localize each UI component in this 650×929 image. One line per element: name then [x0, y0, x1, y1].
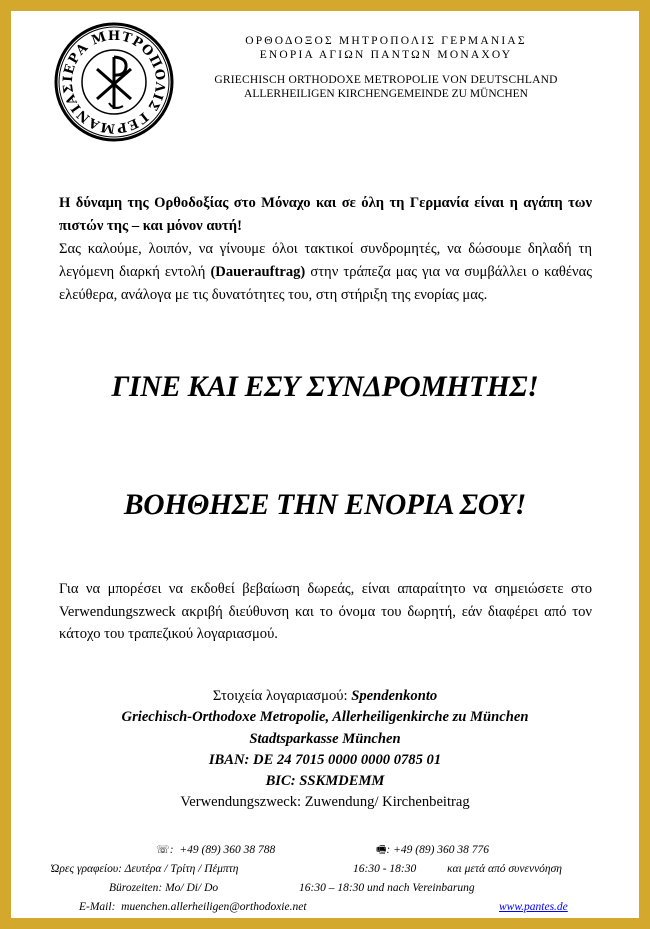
- intro-paragraph: [59, 192, 592, 307]
- header-greek-line1: ΟΡΘΟΔΟΞΟΣ ΜΗΤΡΟΠΟΛΙΣ ΓΕΡΜΑΝΙΑΣ: [245, 35, 527, 47]
- donation-note: Για να μπορέσει να εκδοθεί βεβαίωση δωρεάς, είναι απαραίτητο να σημειώσετε στο Verwendungszweck ακριβή διεύθυνση και το όνομα του δωρητή, εάν διαφέρει από τον κάτοχο του τραπεζικού λογαριασμού.: [59, 581, 592, 642]
- intro-text-before: Σας καλούμε, λοιπόν, να γίνουμε όλοι τακτικοί συνδρομητές, να δώσουμε δηλαδή τη λεγόμενη διαρκή εντολή: [59, 241, 592, 280]
- purpose-value: Zuwendung/ Kirchenbeitrag: [304, 794, 470, 811]
- chi-rho-icon: [97, 57, 131, 109]
- office-hours-german-label: Bürozeiten: Mo/ Di/ Do: [109, 882, 219, 894]
- header-german-line2: ALLERHEILIGEN KIRCHENGEMEINDE ZU MÜNCHEN: [244, 88, 528, 100]
- slogan-help-parish: ΒΟΗΘΗΣΕ ΤΗΝ ΕΝΟΡΙΑ ΣΟΥ!: [123, 489, 527, 521]
- email-entry: [79, 898, 307, 917]
- account-bank: Stadtsparkasse München: [249, 730, 401, 747]
- account-bic: BIC: SSKMDEMM: [265, 773, 385, 790]
- intro-term: (Dauerauftrag): [210, 264, 306, 280]
- fax-icon: 🖷: [376, 844, 387, 856]
- phone-number: +49 (89) 360 38 788: [179, 844, 276, 856]
- account-holder: Griechisch-Orthodoxe Metropolie, Allerheiligenkirche zu München: [121, 709, 529, 726]
- fax-number: +49 (89) 360 38 776: [393, 844, 490, 856]
- fax-entry: 🖷: +49 (89) 360 38 776: [376, 844, 490, 856]
- flyer-page: [11, 11, 639, 918]
- email-label: E-Mail:: [79, 901, 116, 913]
- contact-block: [51, 841, 606, 917]
- seal-ring-text: ΙΕΡΑ ΜΗΤΡΟΠΟΛΙΣ ΓΕΡΜΑΝΙΑΣ: [60, 28, 168, 136]
- office-hours-greek-label: Ώρες γραφείου: Δευτέρα / Τρίτη / Πέμπτη: [51, 863, 239, 875]
- account-details: [71, 686, 579, 814]
- account-name: Spendenkonto: [351, 688, 438, 704]
- account-iban: IBAN: DE 24 7015 0000 0000 0785 01: [208, 751, 442, 768]
- header-greek-line2: ΕΝΟΡΙΑ ΑΓΙΩΝ ΠΑΝΤΩΝ ΜΟΝΑΧΟΥ: [259, 49, 513, 61]
- intro-bold-lead: Η δύναμη της Ορθοδοξίας στο Μόναχο και σε όλη τη Γερμανία είναι η αγάπη των πιστών της – και μόνον αυτή!: [59, 195, 592, 234]
- office-hours-german-time: 16:30 – 18:30 und nach Vereinbarung: [299, 882, 475, 894]
- purpose-label: Verwendungszweck:: [180, 794, 302, 811]
- slogan-subscribe: ΓΙΝΕ ΚΑΙ ΕΣΥ ΣΥΝΔΡΟΜΗΤΗΣ!: [111, 371, 539, 403]
- office-hours-greek-note: και μετά από συνεννόηση: [447, 863, 563, 875]
- header-block: [171, 34, 601, 101]
- telephone-icon: ☏: [156, 844, 170, 856]
- intro-text-after: στην τράπεζα μας για να συμβάλλει ο καθένας ελεύθερα, ανάλογα με τις δυνατότητες του, στη στήριξη της ενορίας μας.: [59, 264, 592, 303]
- office-hours-greek-time: 16:30 - 18:30: [353, 863, 417, 875]
- phone-entry: ☏: +49 (89) 360 38 788: [156, 844, 276, 856]
- header-german-line1: GRIECHISCH ORTHODOXE METROPOLIE VON DEUTSCHLAND: [214, 74, 558, 86]
- website-link[interactable]: www.pantes.de: [499, 901, 568, 913]
- account-label: Στοιχεία λογαριασμού:: [212, 688, 348, 704]
- email-address[interactable]: muenchen.allerheiligen@orthodoxie.net: [121, 901, 307, 913]
- seal-logo: [53, 21, 175, 143]
